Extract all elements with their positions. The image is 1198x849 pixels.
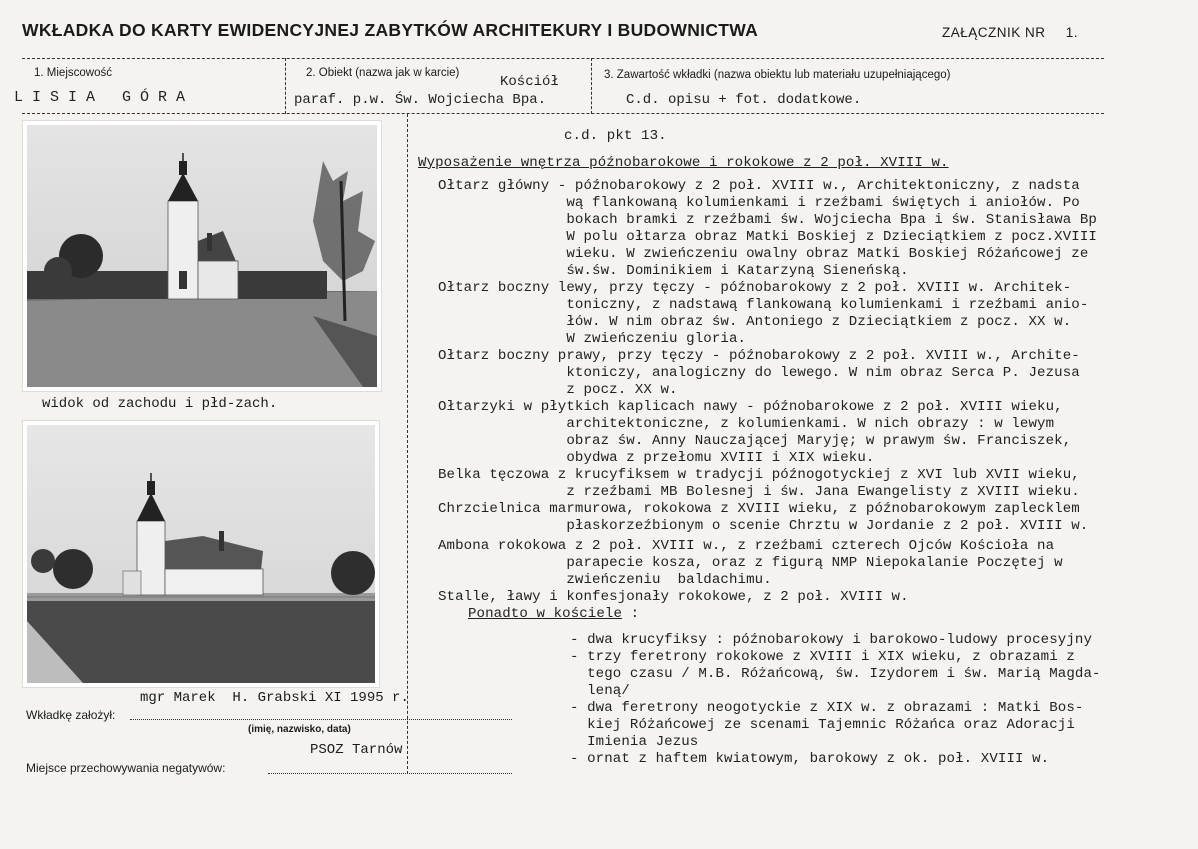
photo-church-southwest [22,420,380,688]
object-value-line2: paraf. p.w. Św. Wojciecha Bpa. [294,92,547,108]
desc-line: parapecie kosza, oraz z figurą NMP Niepokalanie Poczętej w [438,555,1063,571]
church-photo-southwest-image [23,421,379,687]
desc-line: obraz św. Anny Nauczającej Maryję; w prawym św. Franciszek, [438,433,1072,449]
object-label: 2. Obiekt (nazwa jak w karcie) [306,67,460,79]
also-heading-row [468,606,639,623]
desc-line: z pocz. XX w. [438,382,678,398]
list-item: - ornat z haftem kwiatowym, barokowy z ok. poł. XVIII w. [570,751,1050,767]
locality-value: L I S I A G Ó R A [14,89,186,106]
form-title: WKŁADKA DO KARTY EWIDENCYJNEJ ZABYTKÓW ARCHITEKURY I BUDOWNICTWA [22,20,759,40]
desc-line: Ołtarz boczny lewy, przy tęczy - późnobarokowy z 2 poł. XVIII w. Architek- [438,280,1072,296]
insert-by-hint: (imię, nazwisko, data) [248,724,351,735]
desc-line: zwieńczeniu baldachimu. [438,572,772,588]
object-value-line1: Kościół [500,74,559,90]
continuation-label: c.d. pkt 13. [564,128,667,144]
field-divider-1 [285,58,286,114]
list-item: - trzy feretrony rokokowe z XVIII i XIX wieku, z obrazami z [570,649,1075,665]
field-divider-2 [591,58,592,114]
desc-line: Belka tęczowa z krucyfiksem w tradycji późnogotyckiej z XVI lub XVII wieku, [438,467,1080,483]
storage-label: Miejsce przechowywania negatywów: [26,761,226,775]
desc-line: Stalle, ławy i konfesjonały rokokowe, z 2 poł. XVIII w. [438,589,909,605]
desc-line: W zwieńczeniu gloria. [438,331,747,347]
desc-line: płaskorzeźbionym o scenie Chrztu w Jordanie z 2 poł. XVIII w. [438,518,1089,534]
church-photo-west-image [23,121,381,391]
desc-line: wieku. W zwieńczeniu owalny obraz Matki Boskiej Różańcowej ze [438,246,1089,262]
desc-line: Ołtarzyki w płytkich kaplicach nawy - późnobarokowe z 2 poł. XVIII wieku, [438,399,1063,415]
insert-by-dotline [130,719,512,720]
desc-line: Ołtarz główny - późnobarokowy z 2 poł. XVIII w., Architektoniczny, z nadsta [438,178,1080,194]
also-heading: Ponadto w kościele [468,606,623,622]
list-item: kiej Różańcowej ze scenami Tajemnic Różańca oraz Adoracji [570,717,1075,733]
desc-line: Chrzcielnica marmurowa, rokokowa z XVIII wieku, z późnobarokowym zaplecklem [438,501,1080,517]
desc-line: W polu ołtarza obraz Matki Boskiej z Dzieciątkiem z pocz.XVIII [438,229,1097,245]
locality-label: 1. Miejscowość [34,67,112,79]
content-label: 3. Zawartość wkładki (nazwa obiektu lub materiału uzupełniającego) [604,69,951,81]
desc-line: Ambona rokokowa z 2 poł. XVIII w., z rzeźbami czterech Ojców Kościoła na [438,538,1055,554]
section-heading: Wyposażenie wnętrza późnobarokowe i rokokowe z 2 poł. XVIII w. [418,155,949,171]
header-rule-bottom [22,113,1104,114]
desc-line: św.św. Dominikiem i Katarzyną Sieneńską. [438,263,909,279]
desc-line: architektoniczne, z kolumienkami. W nich obrazy : w lewym [438,416,1055,432]
list-item: - dwa krucyfiksy : późnobarokowy i barokowo-ludowy procesyjny [570,632,1093,648]
header-rule-top [22,58,1104,59]
desc-line: obydwa z przełomu XVIII i XIX wieku. [438,450,875,466]
photo-church-west [22,120,382,392]
desc-line: Ołtarz boczny prawy, przy tęczy - późnobarokowy z 2 poł. XVIII w., Archite- [438,348,1080,364]
desc-line: bokach bramki z rzeźbami św. Wojciecha Bpa i św. Stanisława Bp [438,212,1097,228]
list-item: - dwa feretrony neogotyckie z XIX w. z obrazami : Matki Bos- [570,700,1084,716]
desc-line: łów. W nim obraz św. Antoniego z Dzieciątkiem z pocz. XX w. [438,314,1072,330]
list-item: Imienia Jezus [570,734,699,750]
desc-line: ktoniczy, analogiczny do lewego. W nim obraz Serca P. Jezusa [438,365,1080,381]
annex-label-text: ZAŁĄCZNIK NR [942,25,1046,40]
also-colon: : [630,606,640,622]
author-typed: mgr Marek H. Grabski XI 1995 r. [140,690,409,706]
list-item: tego czasu / M.B. Różańcową, św. Izydorem i św. Marią Magda- [570,666,1101,682]
column-divider [407,114,408,774]
content-value: C.d. opisu + fot. dodatkowe. [626,92,862,108]
insert-by-label: Wkładkę założył: [26,708,116,722]
annex-number: 1. [1065,25,1079,40]
desc-line: wą flankowaną kolumienkami i rzeźbami świętych i aniołów. Po [438,195,1080,211]
desc-line: z rzeźbami MB Bolesnej i św. Jana Ewangelisty z XVIII wieku. [438,484,1080,500]
list-item: leną/ [570,683,630,699]
annex-label [942,25,1078,40]
storage-dotline [268,773,512,774]
photo1-caption: widok od zachodu i płd-zach. [42,396,278,412]
storage-typed: PSOZ Tarnów [310,742,403,758]
desc-line: toniczny, z nadstawą flankowaną kolumienkami i rzeźbami anio- [438,297,1089,313]
